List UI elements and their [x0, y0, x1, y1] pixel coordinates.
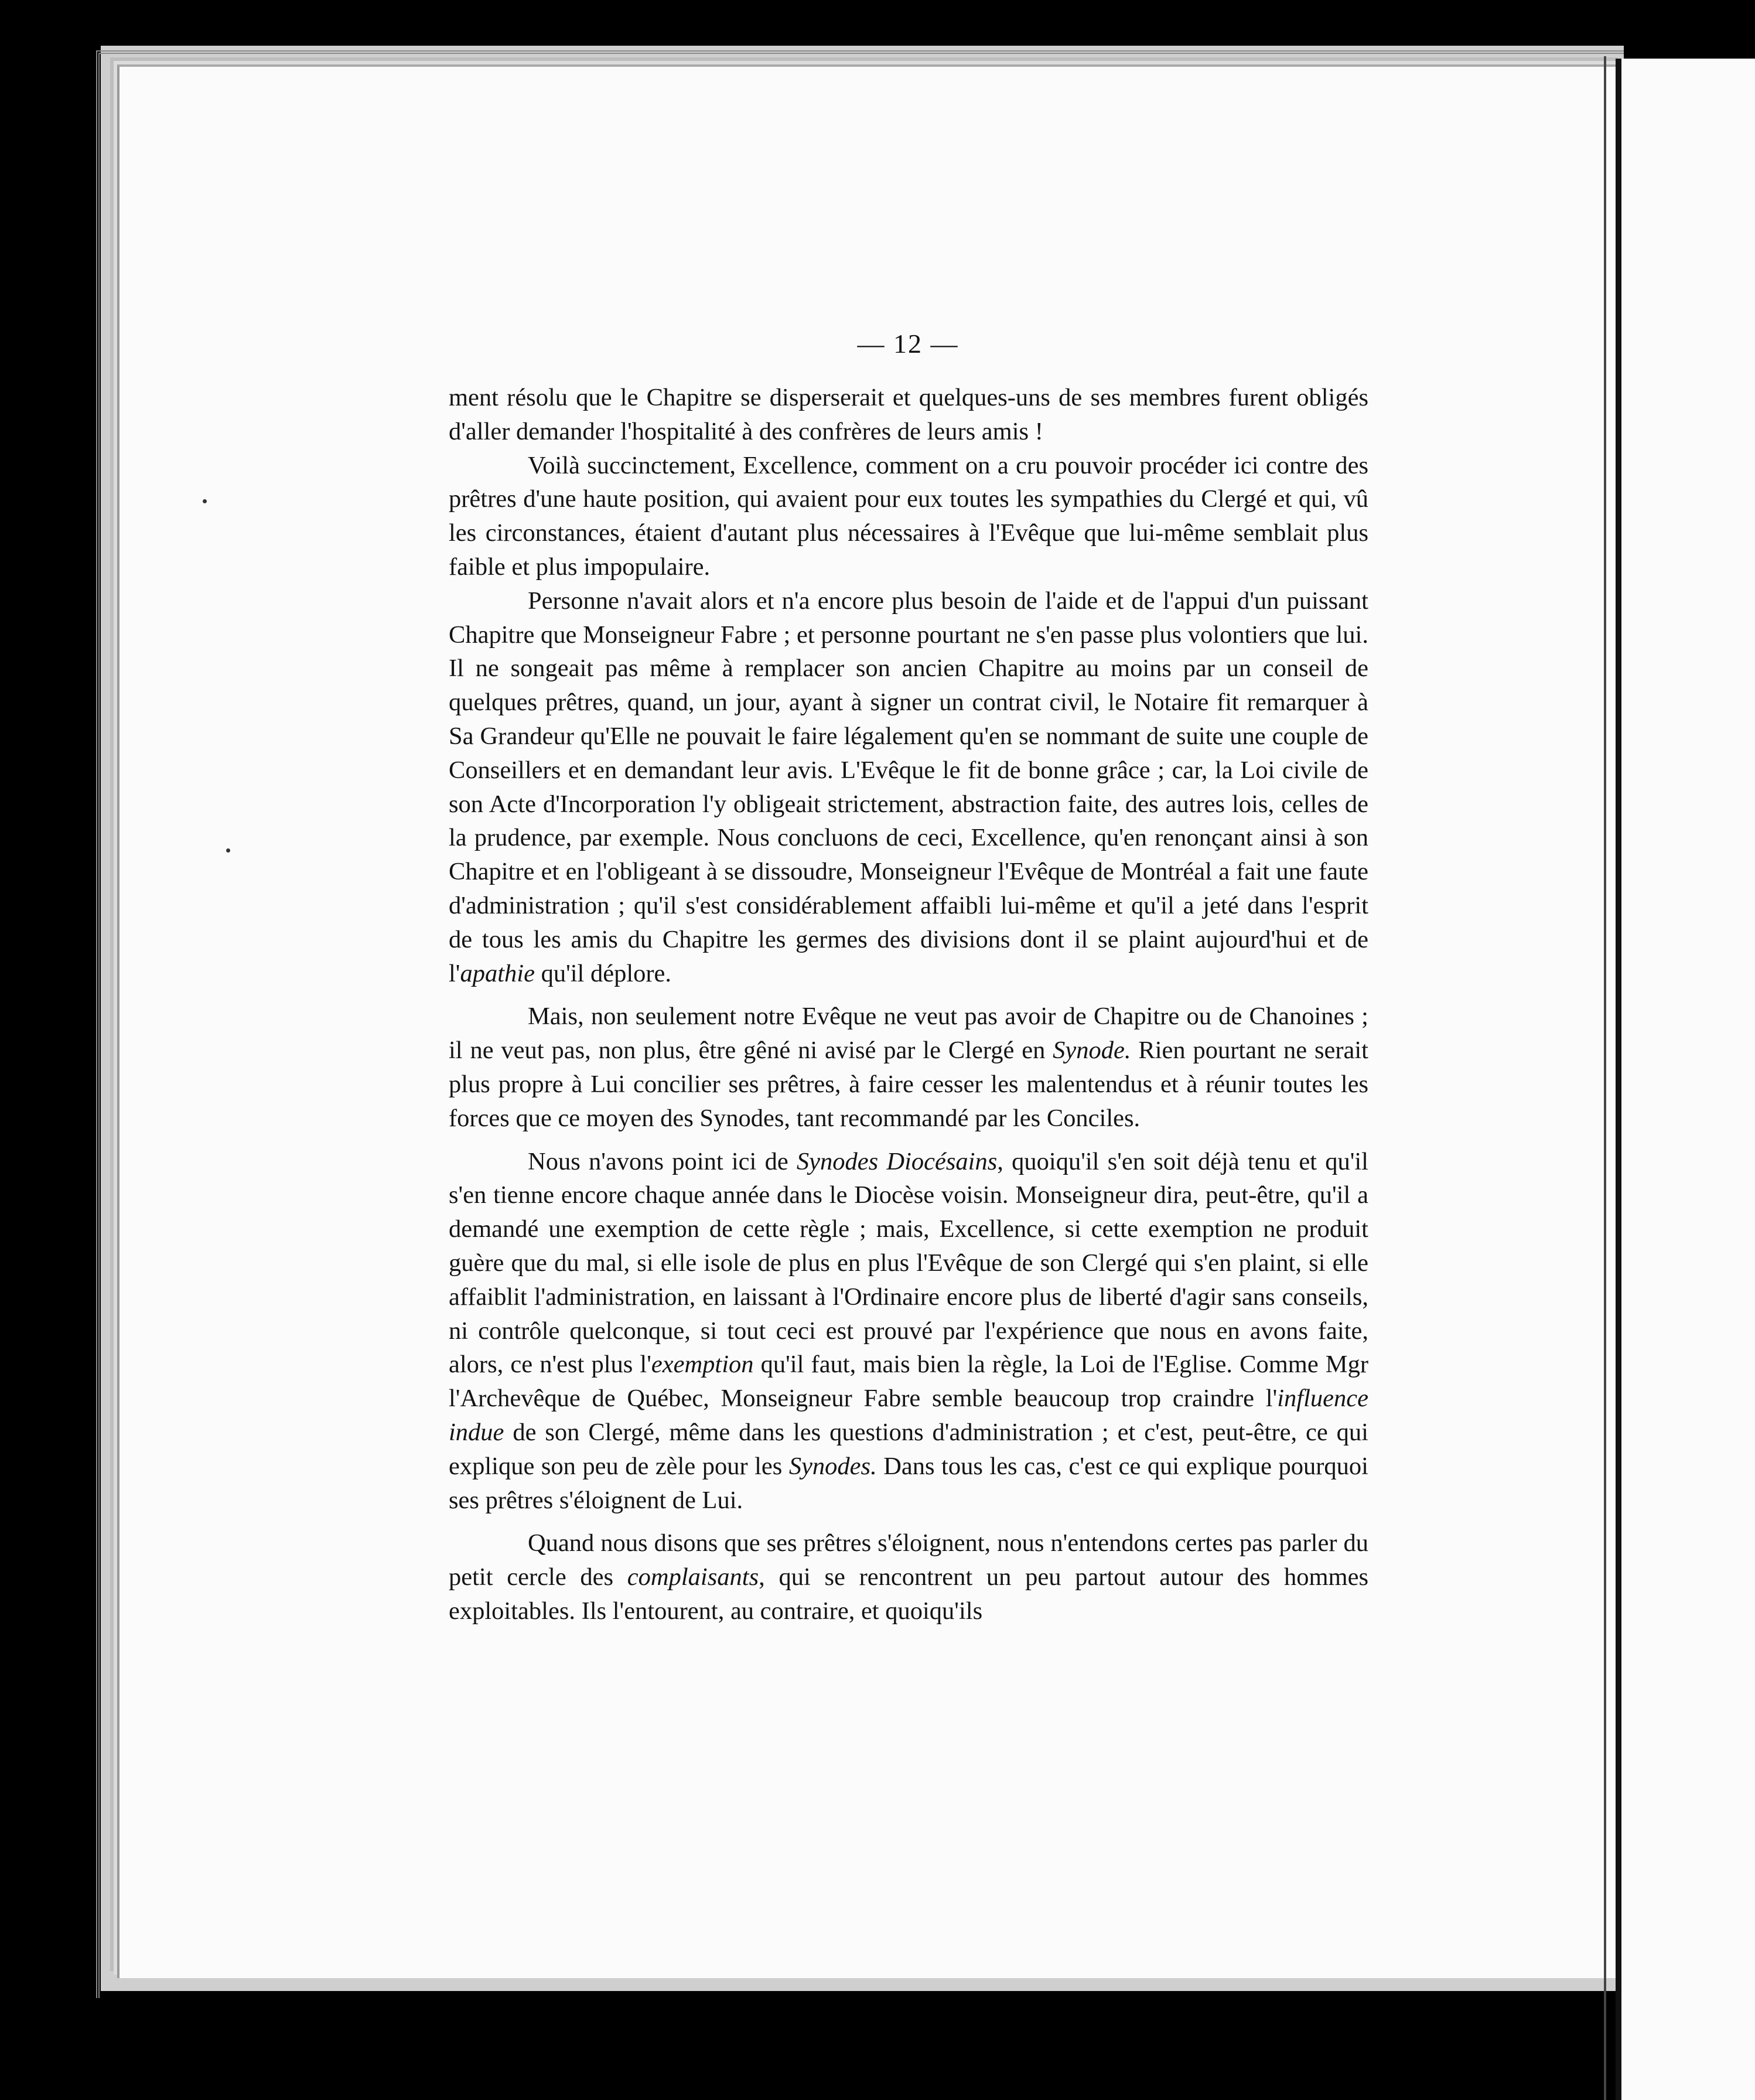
- italic-term: Synodes Diocésains: [796, 1147, 998, 1175]
- facing-page-edge: [1616, 59, 1755, 2100]
- paragraph-p3: [449, 584, 1368, 991]
- text-run: qu'il déplore.: [534, 959, 672, 987]
- text-run: Mais, non seulement notre Evêque ne veut pas avoir de Chapitre ou de Chanoines ; il ne veut pas, non plus, être gêné ni avisé par le Clergé en: [449, 1003, 1368, 1065]
- text-run: , quoiqu'il s'en soit déjà tenu et qu'il s'en tienne encore chaque année dans le Diocèse voisin. Monseigneur dira, peut-être, qu'il a demandé une exemption de cette règle ; mais, Excellence, si cette exemption ne produit guère que du mal, si elle isole de plus en plus l'Evêque de son Clergé qui s'en plaint, si elle affaiblit l'administration, en laissant à l'Ordinaire encore plus de liberté d'agir sans conseils, ni contrôle quelconque, si tout ceci est prouvé par l'expérience que nous en avons faite, alors, ce n'est plus l': [449, 1147, 1368, 1379]
- book-gutter: [1604, 56, 1606, 2100]
- text-run: Voilà succinctement, Excellence, comment on a cru pouvoir procéder ici contre des prêtres d'une haute position, qui avaient pour eux toutes les sympathies du Clergé et qui, vû les circonstances, étaient d'autant plus nécessaires à l'Evêque que lui-même semblait plus faible et plus impopulaire.: [449, 451, 1368, 581]
- body-text: [449, 381, 1368, 1628]
- paragraph-p4: [449, 1000, 1368, 1135]
- italic-term: complaisants: [627, 1563, 759, 1591]
- page-number: — 12 —: [857, 329, 959, 359]
- italic-term: exemption: [651, 1351, 754, 1379]
- ink-speck: [203, 499, 207, 503]
- italic-term: Synode.: [1053, 1037, 1131, 1065]
- text-run: Rien pourtant ne serait plus propre à Lui concilier ses prêtres, à faire cesser les malentendus et à réunir toutes les forces que ce moyen des Synodes, tant recommandé par les Conciles.: [449, 1037, 1368, 1132]
- paragraph-p5: [449, 1145, 1368, 1518]
- text-run: Nous n'avons point ici de: [528, 1147, 797, 1175]
- italic-term: apathie: [460, 959, 535, 987]
- text-run: de son Clergé, même dans les questions d'administration ; et c'est, peut-être, ce qui explique son peu de zèle pour les: [449, 1418, 1368, 1480]
- italic-term: Synodes.: [788, 1452, 877, 1480]
- text-run: , qui se rencontrent un peu partout autour des hommes exploitables. Ils l'entourent, au contraire, et quoiqu'ils: [449, 1563, 1368, 1625]
- paragraph-p6: [449, 1526, 1368, 1628]
- paragraph-p2: [449, 449, 1368, 584]
- text-run: Personne n'avait alors et n'a encore plus besoin de l'aide et de l'appui d'un puissant Chapitre que Monseigneur Fabre ; et personne pourtant ne s'en passe plus volontiers que lui. Il ne songeait pas même à remplacer son ancien Chapitre au moins par un conseil de quelques prêtres, quand, un jour, ayant à signer un contrat civil, le Notaire fit remarquer à Sa Grandeur qu'Elle ne pouvait le faire légalement qu'en se nommant de suite une couple de Conseillers et en demandant leur avis. L'Evêque le fit de bonne grâce ; car, la Loi civile de son Acte d'Incorporation l'y obligeait strictement, abstraction faite, des autres lois, celles de la prudence, par exemple. Nous concluons de ceci, Excellence, qu'en renonçant ainsi à son Chapitre et en l'obligeant à se dissoudre, Monseigneur l'Evêque de Montréal a fait une faute d'administration ; qu'il s'est considérablement affaibli lui-même et qu'il a jeté dans l'esprit de tous les amis du Chapitre les germes des divisions dont il se plaint aujourd'hui et de l': [449, 587, 1368, 987]
- italic-term: influence indue: [449, 1385, 1368, 1446]
- text-run: qu'il faut, mais bien la règle, la Loi de l'Eglise. Comme Mgr l'Archevêque de Québec, Monseigneur Fabre semble beaucoup trop craindre l': [449, 1351, 1368, 1413]
- text-run: Quand nous disons que ses prêtres s'éloignent, nous n'entendons certes pas parler du petit cercle des: [449, 1529, 1368, 1591]
- text-run: Dans tous les cas, c'est ce qui explique pourquoi ses prêtres s'éloignent de Lui.: [449, 1452, 1368, 1514]
- ink-speck: [226, 848, 230, 853]
- text-run: ment résolu que le Chapitre se disperserait et quelques-uns de ses membres furent obligés d'aller demander l'hospitalité à des confrères de leurs amis !: [449, 384, 1368, 445]
- paragraph-p1: [449, 381, 1368, 449]
